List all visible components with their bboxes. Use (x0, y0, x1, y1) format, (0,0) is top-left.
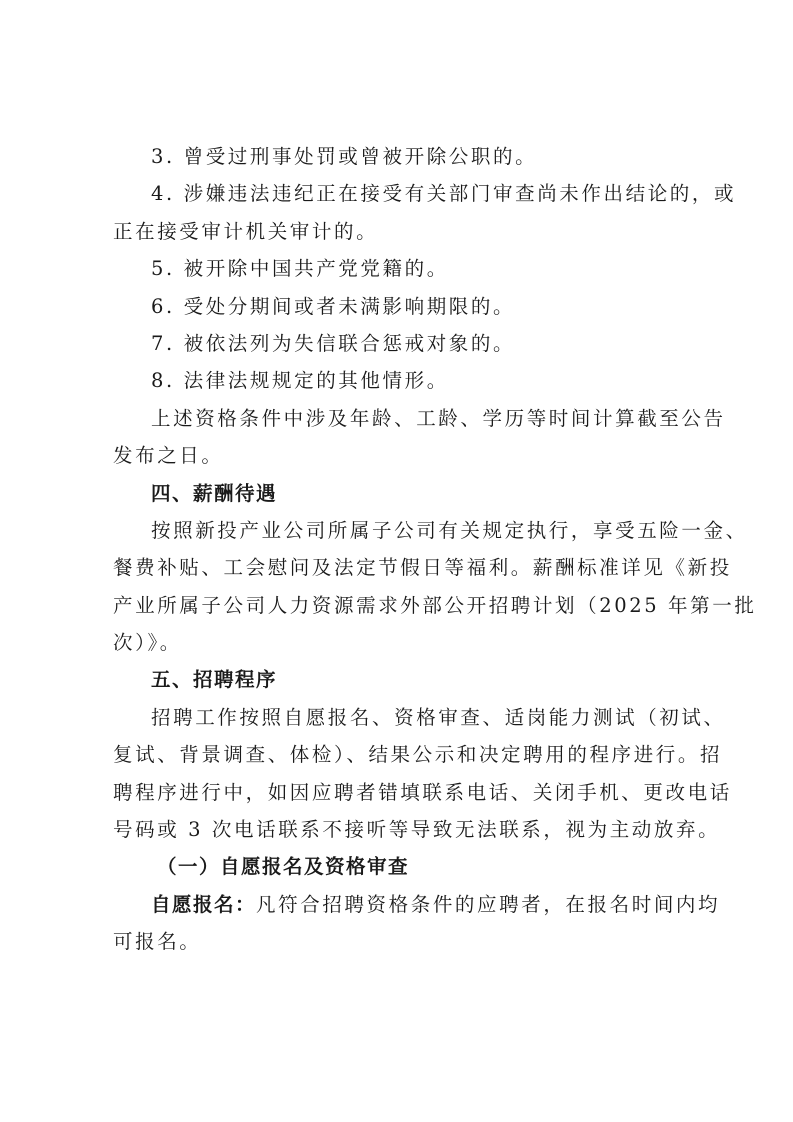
paragraph-line: 上述资格条件中涉及年龄、工龄、学历等时间计算截至公告 (151, 406, 726, 430)
paragraph-label: 自愿报名： (151, 892, 257, 916)
section-heading-salary: 四、薪酬待遇 (151, 481, 278, 505)
paragraph-line: 聘程序进行中，如因应聘者错填联系电话、关闭手机、更改电话 (113, 780, 732, 804)
document-body (113, 138, 757, 961)
paragraph-line: 按照新投产业公司所属子公司有关规定执行，享受五险一金、 (151, 518, 748, 542)
section-heading-recruitment: 五、招聘程序 (151, 668, 278, 692)
subsection-heading: （一）自愿报名及资格审查 (157, 855, 410, 879)
paragraph-line: 餐费补贴、工会慰问及法定节假日等福利。薪酬标准详见《新投 (113, 556, 732, 580)
paragraph-line: 号码或 3 次电话联系不接听等导致无法联系，视为主动放弃。 (113, 818, 721, 842)
paragraph-line: 4. 涉嫌违法违纪正在接受有关部门审查尚未作出结论的，或 (151, 182, 737, 206)
labeled-paragraph-line (113, 886, 721, 923)
paragraph-line: 复试、背景调查、体检）、结果公示和决定聘用的程序进行。招 (113, 743, 723, 767)
paragraph-line: 6. 受处分期间或者未满影响期限的。 (151, 294, 516, 318)
paragraph-line: 正在接受审计机关审计的。 (113, 219, 379, 243)
paragraph-line: 5. 被开除中国共产党党籍的。 (151, 257, 449, 281)
paragraph-line: 产业所属子公司人力资源需求外部公开招聘计划（2025 年第一批 (113, 593, 757, 617)
paragraph-text: 凡符合招聘资格条件的应聘者，在报名时间内均 (256, 892, 721, 916)
paragraph-line: 3. 曾受过刑事处罚或曾被开除公职的。 (151, 145, 538, 168)
paragraph-line: 7. 被依法列为失信联合惩戒对象的。 (151, 331, 516, 355)
paragraph-line: 次）》。 (113, 631, 182, 655)
paragraph-line: 招聘工作按照自愿报名、资格审查、适岗能力测试（初试、 (151, 705, 726, 729)
paragraph-line: 发布之日。 (113, 444, 224, 468)
paragraph-line: 可报名。 (113, 930, 202, 954)
paragraph-line: 8. 法律法规规定的其他情形。 (151, 369, 449, 393)
